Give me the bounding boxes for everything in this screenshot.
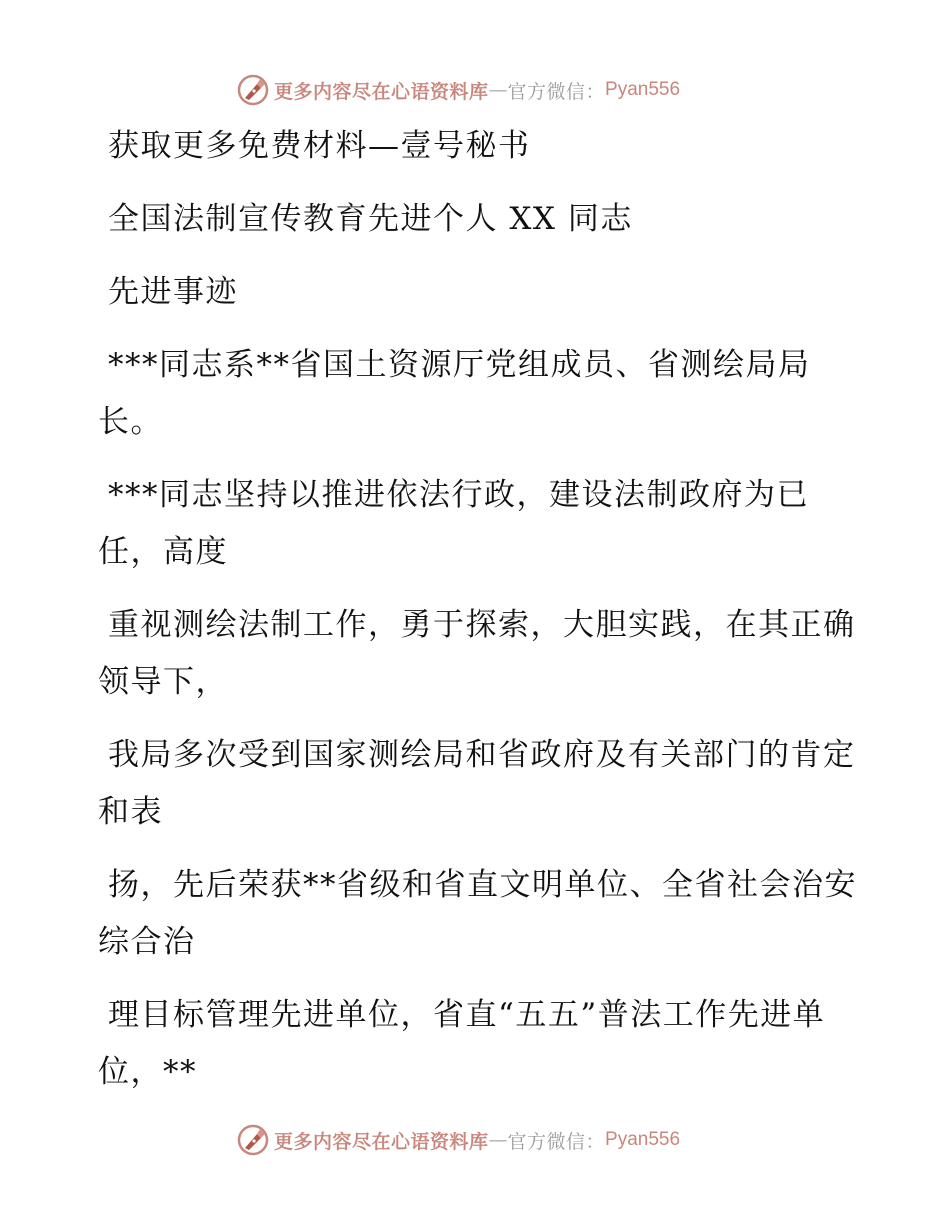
header-watermark-banner [236, 72, 680, 108]
pen-nib-logo-icon [236, 73, 270, 107]
watermark-text: 更多内容尽在心语资料库 [274, 1130, 489, 1153]
watermark-wechat-id: Pyan556 [605, 79, 681, 100]
paragraph: 扬，先后荣获**省级和省直文明单位、全省社会治安综合治 [98, 867, 857, 960]
paragraph: 获取更多免费材料—壹号秘书 [108, 128, 531, 164]
watermark-dash: — [488, 79, 508, 101]
paragraph: 理目标管理先进单位，省直“五五”普法工作先进单位，** [98, 997, 826, 1090]
paragraph: ***同志系**省国土资源厅党组成员、省测绘局局长。 [98, 347, 811, 440]
paragraph: 全国法制宣传教育先进个人 XX 同志 [108, 201, 633, 237]
watermark-wechat-label: 官方微信： [507, 1130, 606, 1153]
pen-nib-logo-icon [236, 1123, 270, 1157]
paragraph: 先进事迹 [108, 274, 238, 310]
watermark-text: 更多内容尽在心语资料库 [274, 80, 489, 103]
paragraph: 重视测绘法制工作，勇于探索，大胆实践，在其正确领导下， [98, 607, 856, 700]
paragraph: 我局多次受到国家测绘局和省政府及有关部门的肯定和表 [98, 737, 856, 830]
watermark-dash: — [488, 1129, 508, 1151]
document-body [98, 118, 858, 1117]
footer-watermark-banner [236, 1122, 680, 1158]
watermark-wechat-id: Pyan556 [605, 1129, 681, 1150]
paragraph: ***同志坚持以推进依法行政，建设法制政府为已任，高度 [98, 477, 809, 570]
watermark-wechat-label: 官方微信： [507, 80, 606, 103]
